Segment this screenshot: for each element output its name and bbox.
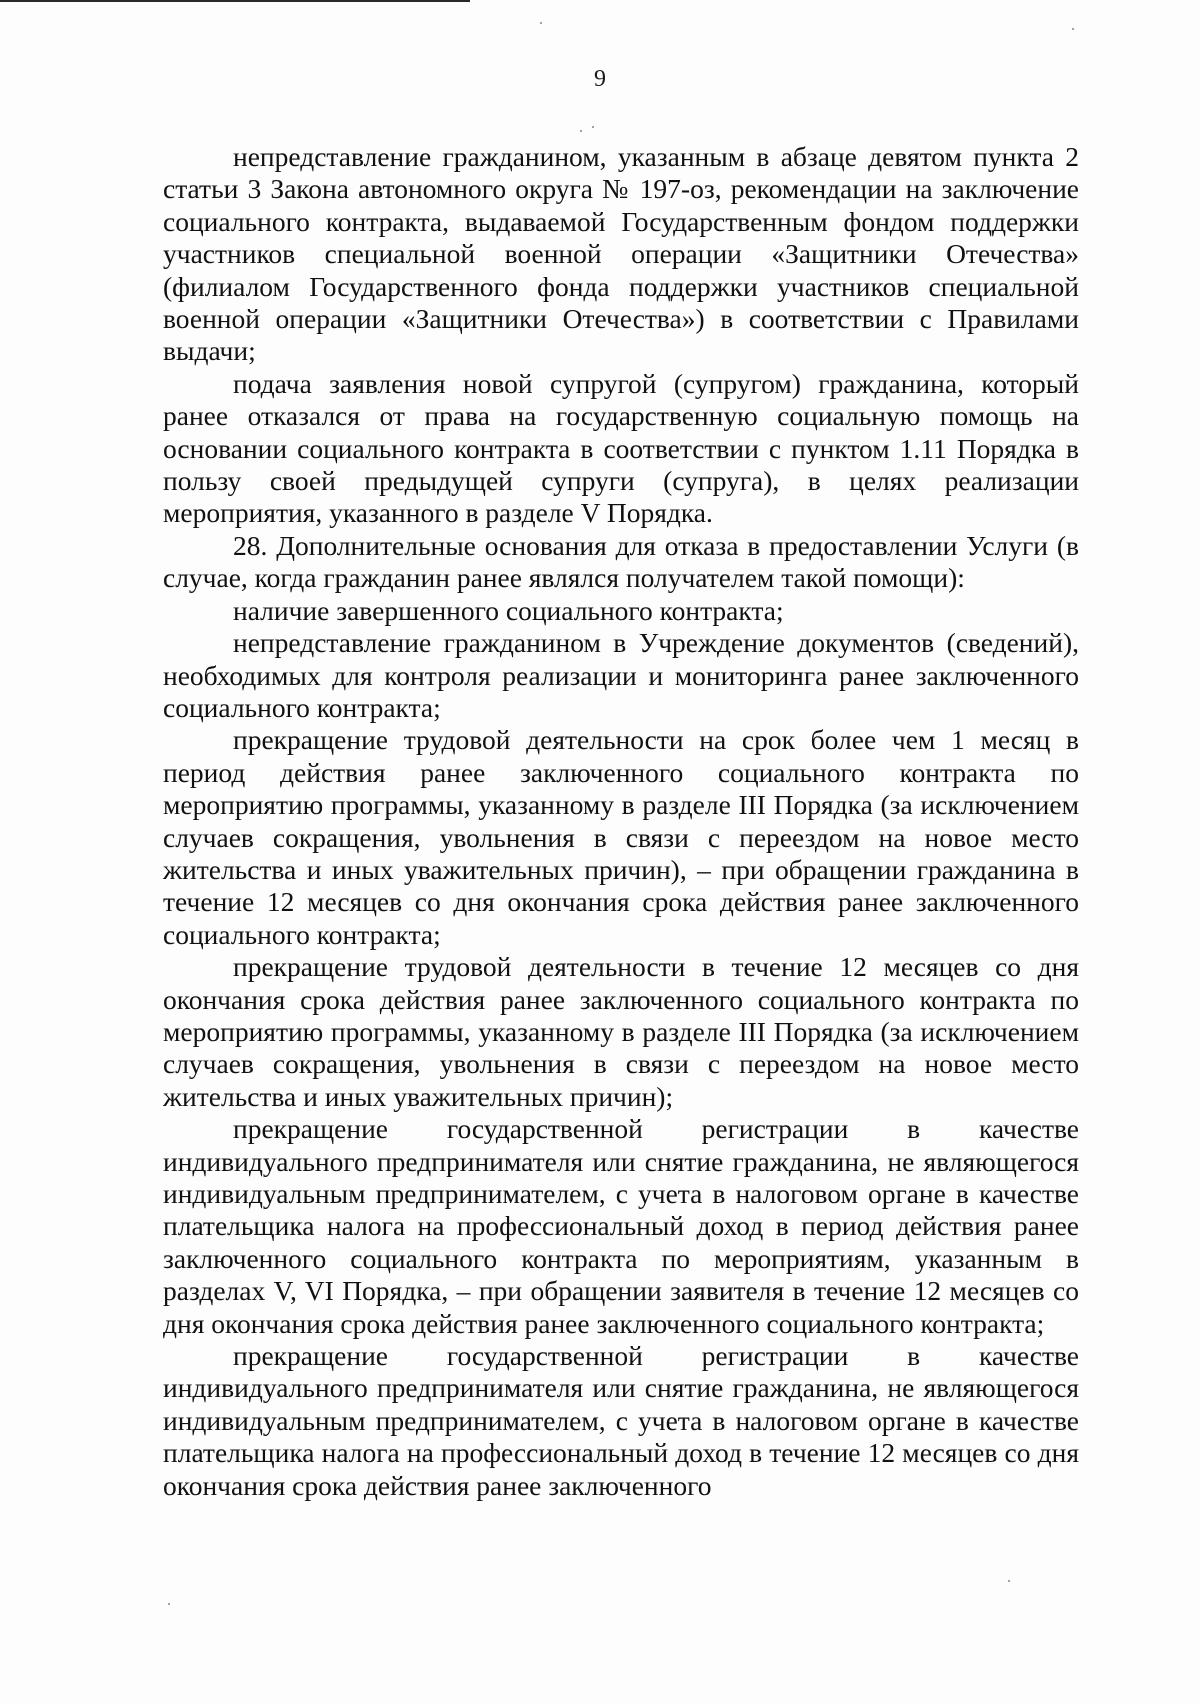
page-number: 9 (594, 66, 606, 92)
scan-speck (1008, 1580, 1010, 1582)
paragraph-labor-stop-during-contract: прекращение трудовой деятельности на срок более чем 1 месяц в период действия ранее заключенного социального контракта по мероприятию программы, указанному в разделе III Порядка (за исключением случаев сокращения, увольнения в связи с переездом на новое место жительства и иных уважительных причин), – при обращении гражданина в течение 12 месяцев со дня окончания срока действия ранее заключенного социального контракта; (163, 724, 1079, 950)
scan-speck (592, 126, 594, 128)
paragraph-nonsubmission-recommendation: непредставление гражданином, указанным в абзаце девятом пункта 2 статьи 3 Закона автономного округа № 197-оз, рекомендации на заключение социального контракта, выдаваемой Государственным фондом поддержки участников специальной военной операции «Защитники Отечества» (филиалом Государственного фонда поддержки участников специальной военной операции «Защитники Отечества») в соответствии с Правилами выдачи; (163, 141, 1079, 367)
paragraph-missing-documents: непредставление гражданином в Учреждение документов (сведений), необходимых для контроля реализации и мониторинга ранее заключенного социального контракта; (163, 627, 1079, 723)
scan-speck (1072, 28, 1074, 30)
paragraph-completed-contract: наличие завершенного социального контракта; (233, 594, 784, 626)
document-body (163, 141, 1079, 1502)
scan-speck (540, 22, 542, 24)
scan-edge-line (0, 0, 470, 2)
scan-speck (168, 1603, 170, 1605)
paragraph-new-spouse-application: подача заявления новой супругой (супругом) гражданина, который ранее отказался от права на государственную социальную помощь на основании социального контракта в соответствии с пунктом 1.11 Порядка в пользу своей предыдущей супруги (супруга), в целях реализации мероприятия, указанного в разделе V Порядка. (163, 367, 1079, 529)
paragraph-entrepreneur-stop-during-contract: прекращение государственной регистрации в качестве индивидуального предпринимателя или снятие гражданина, не являющегося индивидуальным предпринимателем, с учета в налоговом органе в качестве плательщика налога на профессиональный доход в период действия ранее заключенного социального контракта по мероприятиям, указанным в разделах V, VI Порядка, – при обращении заявителя в течение 12 месяцев со дня окончания срока действия ранее заключенного социального контракта; (163, 1113, 1079, 1339)
paragraph-clause-28: 28. Дополнительные основания для отказа в предоставлении Услуги (в случае, когда гражданин ранее являлся получателем такой помощи): (163, 529, 1079, 594)
scan-speck (580, 130, 582, 132)
paragraph-labor-stop-after-contract: прекращение трудовой деятельности в течение 12 месяцев со дня окончания срока действия ранее заключенного социального контракта по мероприятию программы, указанному в разделе III Порядка (за исключением случаев сокращения, увольнения в связи с переездом на новое место жительства и иных уважительных причин); (163, 951, 1079, 1112)
paragraph-entrepreneur-stop-after-contract: прекращение государственной регистрации в качестве индивидуального предпринимателя или снятие гражданина, не являющегося индивидуальным предпринимателем, с учета в налоговом органе в качестве плательщика налога на профессиональный доход в течение 12 месяцев со дня окончания срока действия ранее заключенного (163, 1340, 1079, 1501)
